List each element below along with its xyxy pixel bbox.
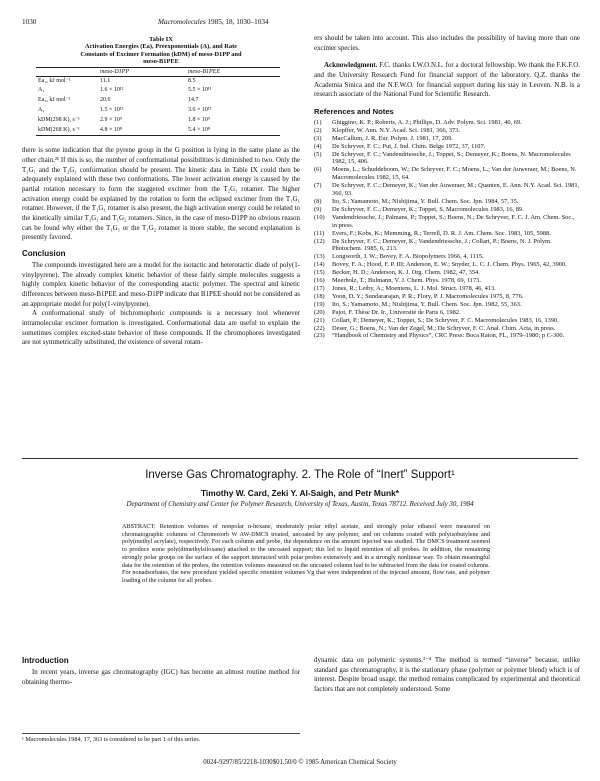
table-cell: A₁ (38, 87, 45, 94)
reference-number: (21) (314, 316, 325, 324)
reference-number: (8) (314, 198, 322, 205)
table-row (36, 126, 280, 136)
footnote: ¹ Macromolecules 1984, 17, 363 is considered to be part 1 of this series. (22, 733, 300, 744)
reference-number: (23) (314, 332, 325, 340)
body-paragraph: dynamic data on polymeric systems.²⁻⁴ The method is termed “inverse” because, unlike standard gas chromatography, it is the stationary phase (polymer or polymer blend) which is of interest. Despite broad usage, the method remains complicated by experimental and theoretical factors that are not completely understood. Some (314, 656, 580, 693)
reference-item (314, 151, 580, 167)
reference-number: (7) (314, 182, 322, 190)
table-cell: Ea₁, kJ mol⁻¹ (38, 77, 71, 84)
reference-number: (11) (314, 229, 325, 237)
table-row (36, 106, 280, 116)
reference-item (314, 127, 580, 135)
body-paragraph: The compounds investigated here are a model for the isotactic and heterotactic diade of poly(1-vinylpyrene). The already complex kinetic behavior of these fairly simple molecules suggests a highly complex kinetic behavior of the corresponding atactic polymer. The spectral and kinetic differences between meso-B1PEE and meso-D1PP indicate that B1PEE should not be considered as an appropriate model for poly(1-vinylpyrene). (22, 260, 300, 308)
reference-item (314, 198, 580, 206)
reference-text: Ito, S.; Yamamoto, M.; Nishijima, Y. Bull. Chem. Soc. Jpn. 1984, 57, 35. (332, 198, 519, 205)
body-paragraph: In recent years, inverse gas chromatography (IGC) has become an almost routine method for obtaining thermo- (22, 668, 300, 686)
reference-text: Ghiggino, K. P.; Roberts, A. J.; Phillips, D. Adv. Polym. Sci. 1981, 40, 69. (332, 118, 522, 126)
reference-item (314, 309, 580, 317)
table-cell: 20.6 (100, 97, 111, 104)
article-title: Inverse Gas Chromatography. 2. The Role of “Inert” Support¹ (145, 469, 455, 481)
acknowledgment-text: F.C. thanks I.W.O.N.L. for a doctoral fellowship. We thank the F.K.F.O. and the University Research Fund for financial support of the laboratory. Q.Z. thanks the Academia Sinica and the N.F.W.O. for financial support during his stay in Leuven. N.B. is a research associate of the National Fund for Scientific Research. (314, 61, 580, 99)
reference-text: “Handbook of Chemistry and Physics”, CRC Press: Boca Raton, FL, 1979–1980; p C-300. (332, 332, 565, 340)
journal-name: Macromolecules (158, 18, 206, 26)
table-row (36, 86, 280, 96)
table-cell: 14.7 (188, 97, 199, 104)
reference-number: (6) (314, 166, 322, 174)
table-header-cell (36, 67, 98, 76)
table-cell: 2.9 × 10⁹ (100, 116, 122, 123)
table-cell: 5.4 × 10⁸ (186, 126, 280, 136)
reference-item (314, 261, 580, 269)
reference-number: (2) (314, 126, 322, 134)
article-affiliation: Department of Chemistry and Center for Polymer Research, University of Texas, Austin, Texas 78712. Received July 30, 1984 (126, 501, 474, 508)
page-number: 1030 (22, 18, 37, 26)
table-cell: 5.5 × 10¹¹ (188, 87, 212, 94)
article-authors: Timothy W. Card, Zeki Y. Al-Saigh, and Petr Munk* (200, 488, 400, 498)
reference-item (314, 206, 580, 214)
table-cell: 3.6 × 10¹² (188, 107, 212, 114)
reference-item (314, 285, 580, 293)
section-heading-introduction: Introduction (22, 656, 69, 665)
reference-text: Jones, R.; Letby, A.; Moentens, L. J. Mol. Struct. 1978, 46, 413. (332, 284, 496, 292)
reference-item (314, 143, 580, 151)
reference-number: (19) (314, 300, 325, 308)
reference-number: (4) (314, 142, 322, 150)
reference-text: Klopffer, W. Ann. N.Y. Acad. Sci. 1981, 366, 373. (332, 126, 461, 134)
reference-number: (20) (314, 308, 325, 316)
table-cell: 1.5 × 10¹³ (100, 107, 124, 114)
reference-number: (18) (314, 292, 325, 300)
table-cell: 1.6 × 10¹² (100, 87, 124, 94)
reference-text: Longworth, J. W.; Bovey, F. A. Biopolymers 1966, 4, 1115. (332, 253, 484, 261)
table-cell: 1.8 × 10⁹ (188, 116, 210, 123)
reference-text: Pajot, F. Thèse Dr. Ir., Université de Paris 6, 1982. (332, 308, 461, 316)
reference-text: Bovey, F. A.; Hood, F. P. III; Anderson, E. W.; Snyder, L. C. J. Chem. Phys. 1965, 42, 3900. (332, 261, 567, 269)
right-column (314, 34, 580, 340)
table-header-cell: meso-D1PP (98, 67, 186, 76)
reference-item (314, 293, 580, 301)
reference-text: Collart, P.; Demeyer, K.; Toppet, S.; De Schryver, F. C. Macromolecules 1983, 16, 1390. (332, 316, 559, 324)
table-cell: A₂ (38, 107, 45, 114)
reference-text: Ito, S.; Yamamoto, M.; Nishijima, Y. Bull. Chem. Soc. Jpn. 1982, 55, 363. (332, 300, 522, 308)
introduction-right (314, 656, 580, 695)
reference-item (314, 182, 580, 198)
table-caption-line: meso-B1PEE (143, 58, 179, 66)
reference-text: De Schryver, F. C.; Vandendriessche, J.; Toppet, S.; Demeyer, K.; Boens, N. Macromolecules 1982, 15, 406. (332, 150, 571, 166)
table-row (36, 116, 280, 126)
reference-number: (16) (314, 277, 325, 285)
reference-text: MacCallum, J. R. Eur. Polym. J. 1981, 17, 209. (332, 134, 453, 142)
reference-number: (22) (314, 324, 325, 332)
journal-citation (158, 18, 269, 26)
article-abstract: ABSTRACT: Retention volumes of nonpolar n-hexane, moderately polar ethyl acetate, and strongly polar ethanol were measured on chromatographic columns of Chromosorb W AW-DMCS treated, uncoated by any polymer, and on columns coated with polyisobutylene and poly(methyl acrylate), respectively. For each column and probe, the dependence on the amount injected was studied. The DMCS treatment seemed to produce some poly(dimethylsiloxane) attached to the uncoated support; this led to liquid retention of all probes. In addition, the remaining strongly polar groups on the surface of the support interacted with polar probes extensively and in a strongly nonlinear way. To obtain meaningful data for the retention of the probes, the retention volumes measured on the uncoated column had to be subtracted from the data for coated columns. For nonadsorbates, the new procedure yielded specific retention volumes Vg that were independent of the injected amount, flow rate, and polymer loading of the column for all probes. (122, 523, 490, 584)
reference-text: Moens, L.; Schuddeboom, W.; De Schryver, F. C.; Moens, L.; Van der Auweraer, M.; Boens, N. Macromolecules 1982, 15, 64. (332, 166, 577, 182)
table-caption-line: Activation Energies (Ea), Preexponentials (A), and Rate (84, 43, 238, 51)
reference-text: De Schryver, F. C.; Demeyer, K.; Vandendriessche, J.; Collart, P.; Boens, N. J. Polym. Photochem. 1985, 6, 213. (332, 237, 552, 253)
reference-item (314, 135, 580, 143)
table-row (36, 96, 280, 106)
reference-number: (10) (314, 213, 325, 221)
body-paragraph: there is some indication that the pyrene group in the G position is lying in the same plane as the other chain.²¹ If this is so, the number of conformational possibilities is diminished to two. Only the T₁G₁ and the T₂G₁ conformation should be present. The kinetic data in Table IX could then be adequately explained with these two conformations. The lower activation energy is caused by the partial rotation necessary to form the staggered excimer from the T₂G₁ rotamer. The higher activation energy could be explained by the rotation to form the eclipsed excimer from the T₁G₁ rotamer. However, if the T₁G₁ rotamer is also present, the high activation energy could be related to the kinetically similar T₁G₁ and T₁G₂ rotamers. Since, in the case of meso-D1PP no obvious reason can be found why either the T₁G₁ or the T₁G₂ rotamer is more stable, the second explanation is presently favored. (22, 146, 300, 242)
reference-item (314, 119, 580, 127)
reference-text: Deser, G.; Boens, N.; Van der Zegel, M.; De Schryver, F. C. Anal. Chim. Acta, in press. (332, 324, 556, 332)
article-divider (22, 458, 578, 459)
copyright-footer: 0024-9297/85/2218-1030$01.50/0 © 1985 American Chemical Society (203, 759, 397, 766)
reference-number: (5) (314, 150, 322, 158)
table-cell: 11.1 (100, 77, 111, 84)
reference-number: (9) (314, 205, 322, 213)
reference-text: Yoon, D. Y.; Sundararajan, P. R.; Flory, P. J. Macromolecules 1975, 8, 776. (332, 292, 524, 300)
body-paragraph: A conformational study of bichromophoric compounds is a necessary tool whenever intramolecular excimer formation is investigated. Conformational data are useful to explain the sometimes complex excited-state behavior of these compounds. If the chromophores investigated are not symmetrically substituted, the existence of several rotam- (22, 309, 300, 347)
table-cell: Ea₂, kJ mol⁻¹ (38, 97, 71, 104)
reference-item (314, 301, 580, 309)
reference-text: Meerholz, T.; Bulmann, V. J. Chem. Phys. 1978, 69, 1173. (332, 277, 481, 285)
reference-text: Becker, H. D.; Anderson, K. J. Org. Chem. 1982, 47, 354. (332, 269, 480, 277)
reference-number: (1) (314, 118, 322, 126)
table-row (36, 76, 280, 86)
acknowledgment (314, 61, 580, 100)
reference-item (314, 230, 580, 238)
table-cell: kDM(268 K), s⁻¹ (36, 126, 98, 136)
reference-text: Evers, F.; Kobs, K.; Memming, R.; Terrell, D. R. J. Am. Chem. Soc. 1983, 105, 5988. (332, 229, 551, 237)
table-title: Table IX (149, 36, 173, 43)
table-caption (22, 43, 300, 65)
reference-number: (12) (314, 237, 325, 245)
reference-number: (3) (314, 134, 322, 142)
reference-number: (17) (314, 284, 325, 292)
reference-item (314, 277, 580, 285)
table-caption-line: Constants of Excimer Formation (kDM) of meso-D1PP and (80, 50, 242, 58)
table-ix (36, 67, 280, 137)
journal-volume: 1985, 18, 1030–1034 (205, 18, 269, 26)
reference-number: (15) (314, 269, 325, 277)
table-header-cell: meso-B1PEE (186, 67, 280, 76)
table-cell: 8.5 (188, 77, 196, 84)
reference-item (314, 317, 580, 325)
reference-item (314, 332, 580, 340)
reference-text: De Schryver, F. C.; Demeyer, K.; Toppet, S. Macromolecules 1983, 16, 89. (332, 205, 524, 213)
reference-text: Vandendriessche, J.; Palmans, P.; Toppet, S.; Boens, N.; De Schryver, F. C. J. Am. Chem. Soc., in press. (332, 213, 575, 229)
reference-item (314, 269, 580, 277)
reference-item (314, 238, 580, 254)
table-cell: 4.8 × 10⁸ (98, 126, 186, 136)
reference-item (314, 253, 580, 261)
table-header-row (36, 67, 280, 76)
references-heading: References and Notes (314, 106, 394, 116)
introduction-left (22, 656, 300, 687)
reference-item (314, 214, 580, 230)
reference-item (314, 325, 580, 333)
section-heading-conclusion: Conclusion (22, 248, 66, 258)
references-list (314, 119, 580, 340)
table-cell: kDM(298 K), s⁻¹ (38, 116, 80, 123)
reference-text: De Schryver, F. C.; Demeyer, K.; Van der Auweraer, M.; Quanten, E. Ann. N.Y. Acad. Sci. 1981, 366, 93. (332, 182, 580, 198)
reference-text: De Schryver, F. C.; Put, J. Ind. Chim. Belge 1972, 37, 1107. (332, 142, 486, 150)
reference-number: (13) (314, 253, 325, 261)
left-column (22, 36, 300, 348)
body-paragraph: ers should be taken into account. This also includes the possibility of having more than one excimer species. (314, 34, 580, 52)
acknowledgment-heading: Acknowledgment. (324, 61, 378, 70)
reference-number: (14) (314, 261, 325, 269)
reference-item (314, 166, 580, 182)
